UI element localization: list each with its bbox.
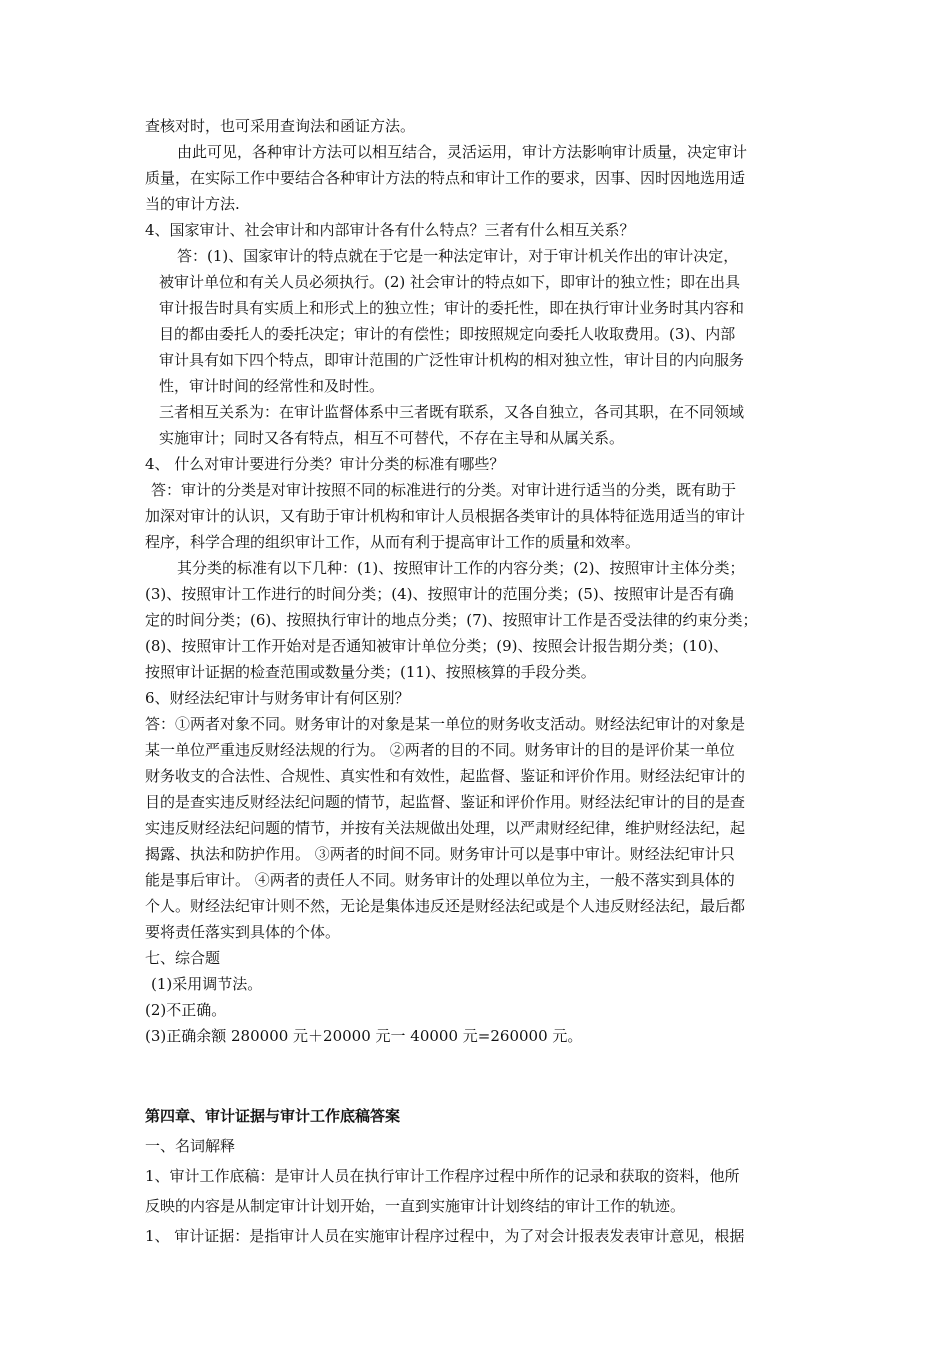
text-line: 能是事后审计。 ④两者的责任人不同。财务审计的处理以单位为主，一般不落实到具体的 [145, 871, 735, 889]
text-line: 目的是查实违反财经法纪问题的情节，起监督、鉴证和评价作用。财经法纪审计的目的是查 [145, 793, 746, 811]
text-line: 按照审计证据的检查范围或数量分类；(11)、按照核算的手段分类。 [145, 663, 596, 681]
question-heading: 4、国家审计、社会审计和内部审计各有什么特点？三者有什么相互关系？ [145, 221, 635, 239]
text-line: 答：①两者对象不同。财务审计的对象是某一单位的财务收支活动。财经法纪审计的对象是 [145, 715, 746, 733]
text-line: 查核对时，也可采用查询法和函证方法。 [145, 117, 416, 135]
section-gap [145, 1049, 813, 1101]
text-line: 加深对审计的认识，又有助于审计机构和审计人员根据各类审计的具体特征选用适当的审计 [145, 507, 746, 525]
text-line: 由此可见，各种审计方法可以相互结合，灵活运用，审计方法影响审计质量，决定审计 [177, 143, 748, 161]
text-line: 财务收支的合法性、合规性、真实性和有效性，起监督、鉴证和评价作用。财经法纪审计的 [145, 767, 746, 785]
text-line: 个人。财经法纪审计则不然，无论是集体违反还是财经法纪或是个人违反财经法纪，最后都 [145, 897, 746, 915]
text-line: 程序，科学合理的组织审计工作，从而有利于提高审计工作的质量和效率。 [145, 533, 641, 551]
text-line: 质量，在实际工作中要结合各种审计方法的特点和审计工作的要求，因事、因时因地选用适 [145, 169, 746, 187]
text-line: 1、 审计证据：是指审计人员在实施审计程序过程中，为了对会计报表发表审计意见，根据 [145, 1227, 745, 1245]
section-heading: 七、综合题 [145, 949, 221, 967]
text-line: (3)、按照审计工作进行的时间分类；(4)、按照审计的范围分类；(5)、按照审计是否有确 [145, 585, 734, 603]
question-heading: 6、财经法纪审计与财务审计有何区别？ [145, 689, 410, 707]
text-line: 实施审计；同时又各有特点，相互不可替代，不存在主导和从属关系。 [159, 429, 625, 447]
section-heading: 一、名词解释 [145, 1137, 236, 1155]
document-page [145, 113, 813, 1251]
text-line: 1、审计工作底稿：是审计人员在执行审计工作程序过程中所作的记录和获取的资料，他所 [145, 1167, 740, 1185]
text-line: 审计具有如下四个特点，即审计范围的广泛性审计机构的相对独立性，审计目的内向服务 [159, 351, 745, 369]
text-line: (1)采用调节法。 [151, 975, 263, 993]
text-line: 被审计单位和有关人员必须执行。(2) 社会审计的特点如下，即审计的独立性；即在出具 [159, 273, 741, 291]
text-line: 目的都由委托人的委托决定；审计的有偿性；即按照规定向委托人收取费用。(3)、内部 [159, 325, 736, 343]
text-line: 答：(1)、国家审计的特点就在于它是一种法定审计，对于审计机关作出的审计决定， [177, 247, 739, 265]
text-line: 某一单位严重违反财经法规的行为。 ②两者的目的不同。财务审计的目的是评价某一单位 [145, 741, 735, 759]
text-line: 三者相互关系为：在审计监督体系中三者既有联系，又各自独立，各司其职，在不同领域 [159, 403, 745, 421]
text-line: 要将责任落实到具体的个体。 [145, 923, 341, 941]
question-heading: 4、 什么对审计要进行分类？审计分类的标准有哪些？ [145, 455, 505, 473]
text-line: 答：审计的分类是对审计按照不同的标准进行的分类。对审计进行适当的分类，既有助于 [151, 481, 737, 499]
text-line: 审计报告时具有实质上和形式上的独立性；审计的委托性，即在执行审计业务时其内容和 [159, 299, 745, 317]
text-line: (8)、按照审计工作开始对是否通知被审计单位分类；(9)、按照会计报告期分类；(10)、 [145, 637, 729, 655]
text-line: 定的时间分类；(6)、按照执行审计的地点分类；(7)、按照审计工作是否受法律的约束分类； [145, 611, 758, 629]
text-line: 揭露、执法和防护作用。 ③两者的时间不同。财务审计可以是事中审计。财经法纪审计只 [145, 845, 735, 863]
text-line: 反映的内容是从制定审计计划开始，一直到实施审计计划终结的审计工作的轨迹。 [145, 1197, 686, 1215]
text-line: (2)不正确。 [145, 1001, 227, 1019]
text-line: 其分类的标准有以下几种：(1)、按照审计工作的内容分类；(2)、按照审计主体分类； [177, 559, 745, 577]
text-line: 当的审计方法. [145, 195, 240, 213]
text-line: (3)正确余额 280000 元＋20000 元一 40000 元=260000 元。 [145, 1027, 583, 1045]
chapter-title: 第四章、审计证据与审计工作底稿答案 [145, 1107, 401, 1125]
text-line: 实违反财经法纪问题的情节，并按有关法规做出处理，以严肃财经纪律，维护财经法纪，起 [145, 819, 746, 837]
text-line: 性，审计时间的经常性和及时性。 [159, 377, 385, 395]
